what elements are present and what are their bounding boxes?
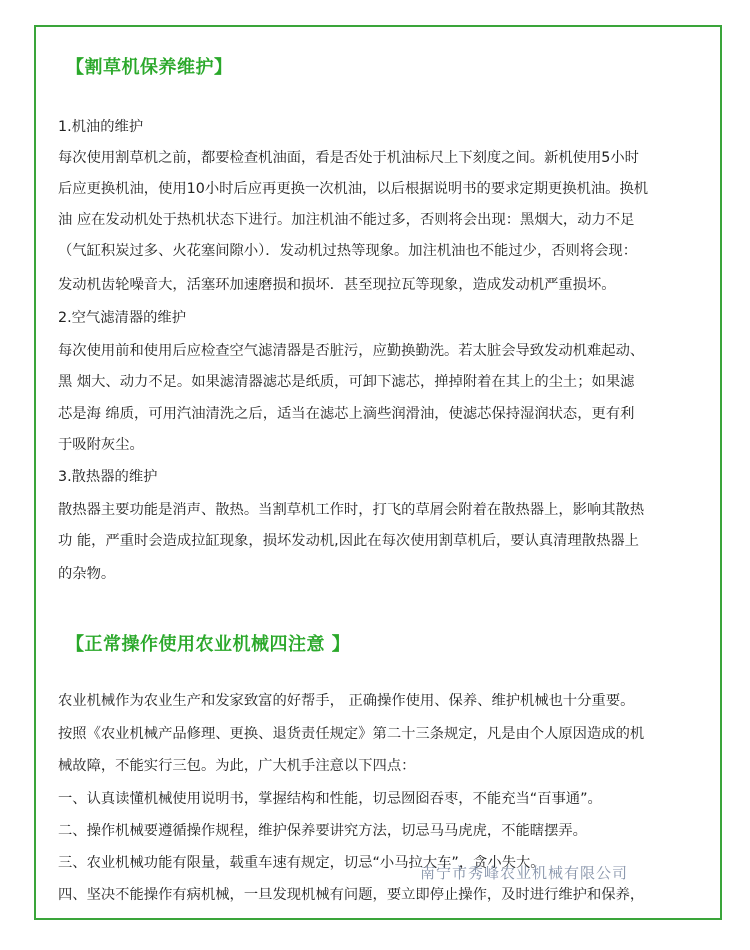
subheading-radiator: 3.散热器的维护 [58, 469, 158, 485]
section-title-operation: 【正常操作使用农业机械四注意 】 [66, 634, 351, 655]
paragraph-line: 农业机械作为农业生产和发家致富的好帮手， 正确操作使用、保养、维护机械也十分重要。 [58, 693, 635, 709]
paragraph-line: 后应更换机油，使用10小时后应再更换一次机油，以后根据说明书的要求定期更换机油。换机 [58, 181, 649, 197]
paragraph-line: 发动机齿轮噪音大，活塞环加速磨损和损坏．甚至现拉瓦等现象，造成发动机严重损坏。 [58, 277, 616, 293]
paragraph-line: 械故障，不能实行三包。为此，广大机手注意以下四点： [58, 758, 416, 774]
list-item: 一、认真读懂机械使用说明书，掌握结构和性能，切忌囫囵吞枣，不能充当“百事通”。 [58, 791, 602, 807]
paragraph-line: 每次使用割草机之前，都要检查机油面，看是否处于机油标尺上下刻度之间。新机使用5小时 [58, 150, 639, 166]
paragraph-line: 的杂物。 [58, 566, 116, 582]
paragraph-line: 功 能，严重时会造成拉缸现象，损坏发动机,因此在每次使用割草机后，要认真清理散热器上 [58, 533, 639, 549]
paragraph-line: （气缸积炭过多、火花塞间隙小）．发动机过热等现象。加注机油也不能过少，否则将会现： [58, 243, 638, 259]
paragraph-line: 于吸附灰尘。 [58, 437, 144, 453]
list-item: 二、操作机械要遵循操作规程，维护保养要讲究方法，切忌马马虎虎，不能瞎摆弄。 [58, 823, 587, 839]
paragraph-line: 芯是海 绵质，可用汽油清洗之后，适当在滤芯上滴些润滑油，使滤芯保持湿润状态，更有利 [58, 406, 635, 422]
subheading-oil: 1.机油的维护 [58, 119, 144, 135]
watermark-text: 南宁市秀峰农业机械有限公司 [420, 864, 629, 882]
list-item: 四、坚决不能操作有病机械，一旦发现机械有问题，要立即停止操作，及时进行维护和保养， [58, 887, 645, 903]
paragraph-line: 按照《农业机械产品修理、更换、退货责任规定》第二十三条规定，凡是由个人原因造成的机 [58, 726, 645, 742]
section-title-maintenance: 【割草机保养维护】 [66, 57, 233, 78]
paragraph-line: 油 应在发动机处于热机状态下进行。加注机油不能过多，否则将会出现：黑烟大，动力不足 [58, 212, 635, 228]
paragraph-line: 黑 烟大、动力不足。如果滤清器滤芯是纸质，可卸下滤芯，掸掉附着在其上的尘土；如果滤 [58, 374, 635, 390]
content-frame [34, 25, 722, 920]
paragraph-line: 每次使用前和使用后应检查空气滤清器是否脏污，应勤换勤洗。若太脏会导致发动机难起动、 [58, 343, 645, 359]
paragraph-line: 散热器主要功能是消声、散热。当割草机工作时，打飞的草屑会附着在散热器上，影响其散热 [58, 502, 645, 518]
subheading-air-filter: 2.空气滤清器的维护 [58, 310, 187, 326]
list-item: 三、农业机械功能有限量，载重车速有规定，切忌“小马拉大车”，贪小失大。 [58, 855, 545, 871]
